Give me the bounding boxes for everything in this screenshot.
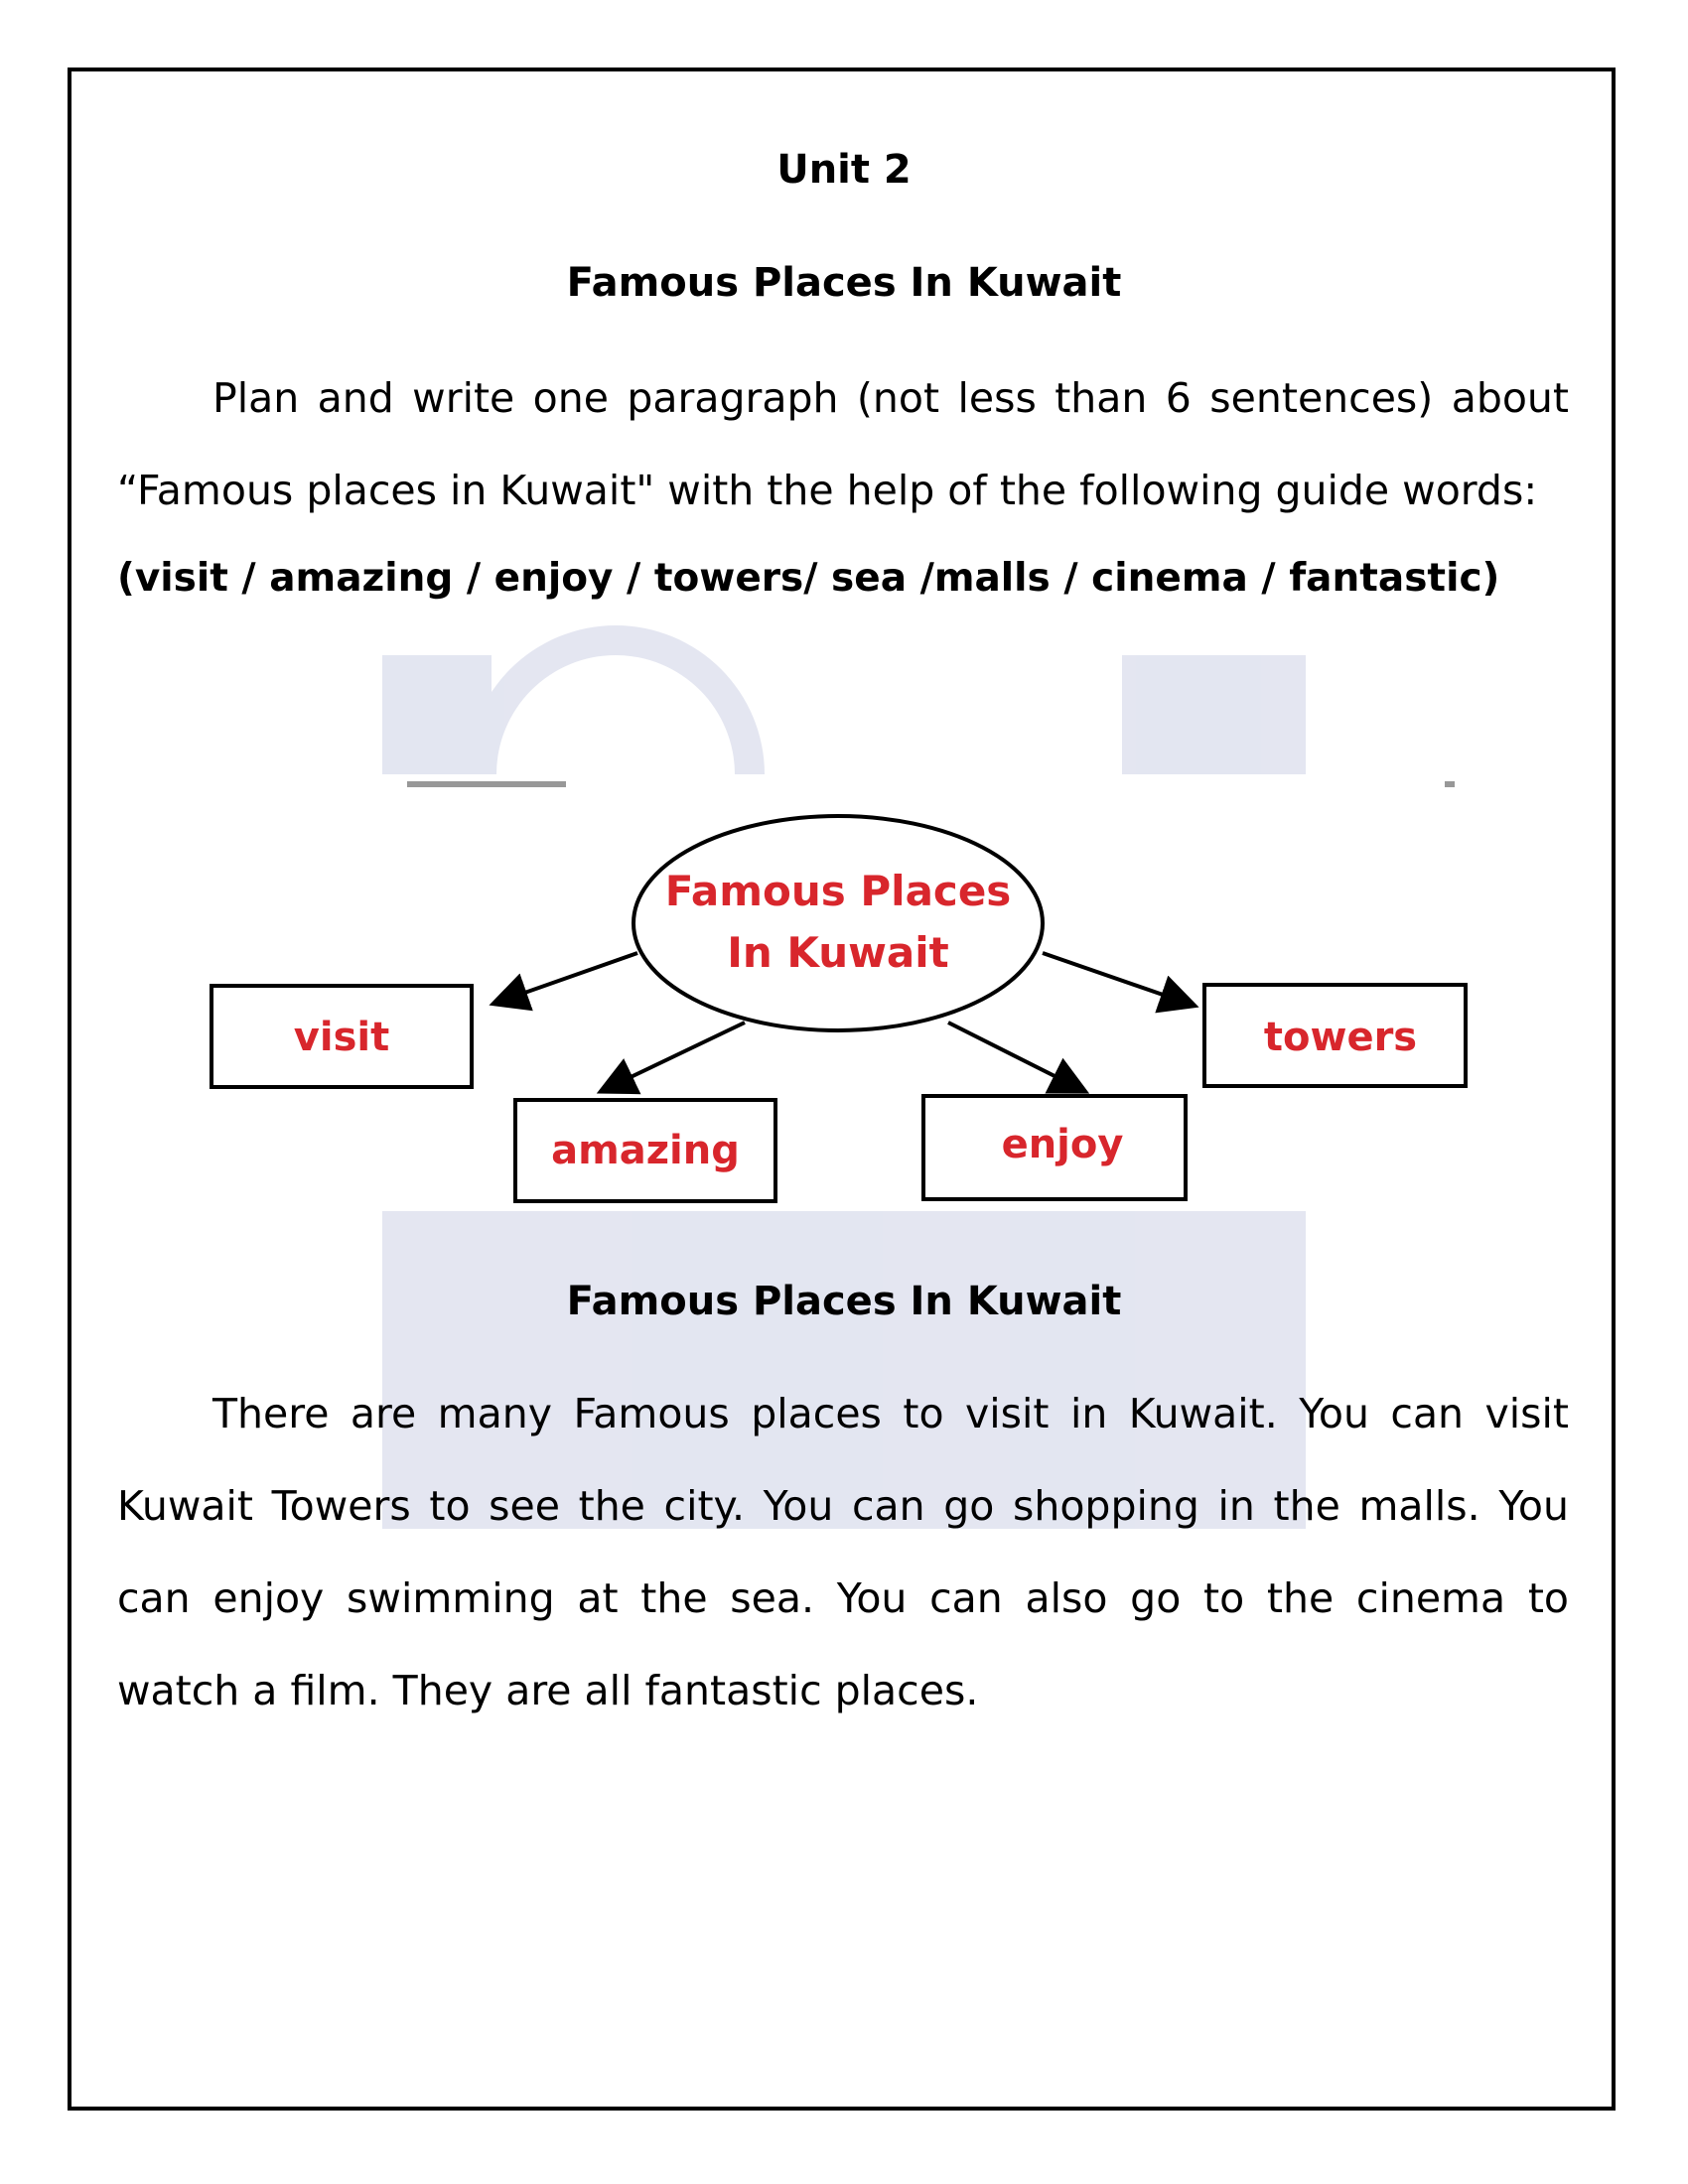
model-paragraph: There are many Famous places to visit in Kuwait. You can visit Kuwait Towers to see the city. You can go shopping in the malls. You can enjoy swimming at the sea. You can also go to the cinema to watch a film. They are all fantastic places. [117,1390,1569,1714]
model-title: Famous Places In Kuwait [566,1279,1122,1324]
guide-words: (visit / amazing / enjoy / towers/ sea /malls / cinema / fantastic) [117,556,1500,601]
node-label-amazing: amazing [551,1128,740,1173]
center-label-line2: In Kuwait [727,928,949,977]
arrow-to-visit [496,953,637,1003]
node-label-visit: visit [293,1015,390,1060]
topic-title: Famous Places In Kuwait [566,260,1122,306]
node-label-towers: towers [1263,1015,1418,1060]
arrow-to-enjoy [948,1023,1082,1090]
unit-title: Unit 2 [776,147,912,193]
center-ellipse [633,816,1043,1030]
node-label-enjoy: enjoy [1001,1122,1124,1167]
arrow-to-towers [1043,953,1192,1005]
instructions-text: Plan and write one paragraph (not less than 6 sentences) about “Famous places in Kuwait" with the help of the following guide words: [117,374,1569,514]
arrow-to-amazing [604,1023,745,1090]
center-label-line1: Famous Places [664,867,1012,915]
